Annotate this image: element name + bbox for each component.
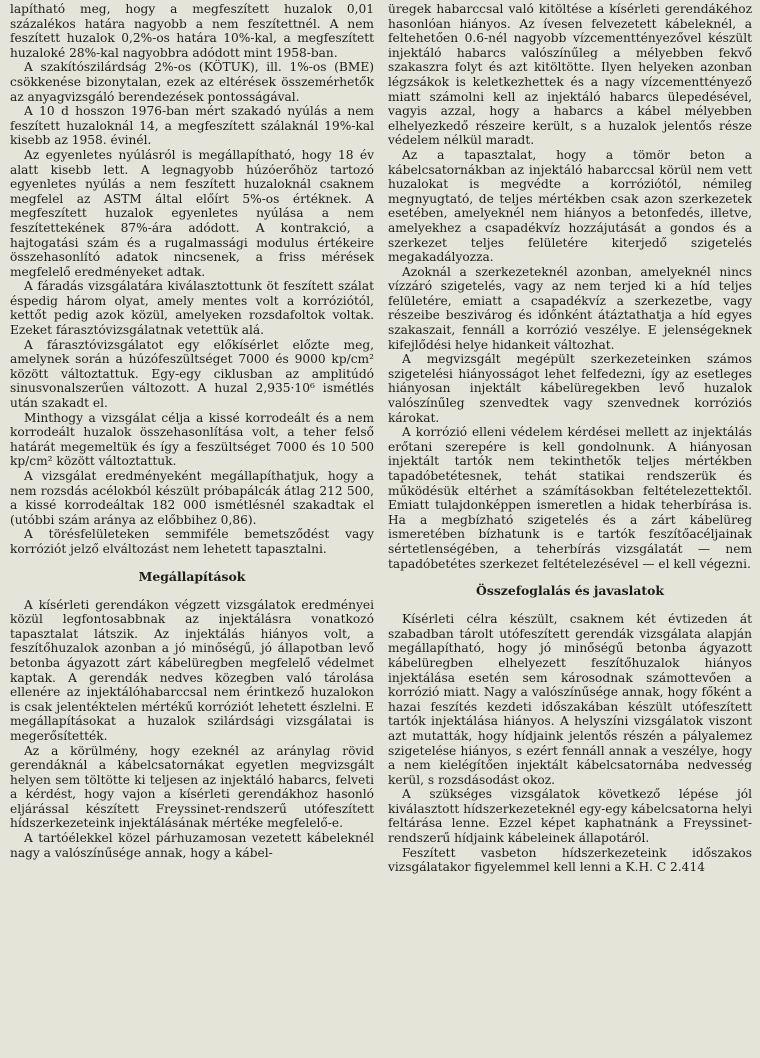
section-heading-findings: Megállapítások [138,568,246,584]
paragraph: A szükséges vizsgálatok következő lépése jól kiválasztott hídszerkezeteknél egy-egy kábelcsatorna helyi feltárása lenne. Ezzel képet kaphatnánk a Freyssinet-rendszerű hídjaink kábeleinek állapotáról. [388,787,752,846]
paragraph: A fáradás vizsgálatára kiválasztottunk öt feszített szálat éspedig három olyat, amely mentes volt a korróziótól, kettőt pedig azok közül, amelyeken rozsdafoltok voltak. Ezeket fárasztóvizsgálatnak vetettük alá. [10,279,374,338]
section-heading-summary: Összefoglalás és javaslatok [476,583,664,599]
paragraph: Az a tapasztalat, hogy a tömör beton a kábelcsatornákban az injektáló habarccsal körül nem vett huzalokat is megvédte a korróziótól, némileg megnyugtató, de teljes mértékben csak azon szerkezetek esetében, amelyeknél nem hiányos a betonfedés, illetve, amelyekhez a csapadékvíz hozzájutását a gondos és a szerkezet teljes felületére kiterjedő szigetelés megakadályozza. [388,147,752,265]
paragraph: A kísérleti gerendákon végzett vizsgálatok eredményei közül legfontosabbnak az injektálásra vonatkozó tapasztalat látszik. Az injektálás hiányos volt, a feszítőhuzalok azonban a jó minőségű, jó állapotban levő betonba ágyazott zárt kábelüregben megfelelő védelmet kaptak. A gerendák nedves közegben való tárolása ellenére az injektálóhabarccsal nem érintkező huzalokon is csak jelentéktelen mértékű korróziót lehetett észlelni. E megállapításokat a huzalok szilárdsági vizsgálatai is megerősítették. [10,597,374,743]
paragraph: Az egyenletes nyúlásról is megállapítható, hogy 18 év alatt kisebb lett. A legnagyobb húzóerőhöz tartozó egyenletes nyúlás a nem feszített huzaloknál csaknem megfelel az ASTM által előírt 5%-os értéknek. A megfeszített huzalok egyenletes nyúlása a nem feszítettekének 87%-ára adódott. A kontrakció, a hajtogatási szám és a rugalmassági modulus értékeire összehasonlító adatok nincsenek, a friss mérések megfelelő eredményeket adtak. [10,147,374,279]
paragraph: A fárasztóvizsgálatot egy előkísérlet előzte meg, amelynek során a húzófeszültséget 7000 és 9000 kp/cm² között változtattuk. Egy-egy ciklusban az amplitúdó sinusvonalszerűen változott. A huzal 2,935·10⁶ ismétlés után szakadt el. [10,337,374,411]
left-column [10,2,374,875]
paragraph: üregek habarccsal való kitöltése a kísérleti gerendákéhoz hasonlóan hiányos. Az ívesen felvezetett kábeleknél, a feltehetően 0.6-nél nagyobb vízcementtényezővel készült injektáló habarcs valószínűleg a mélyebben fekvő szakaszra folyt és azt kitöltötte. Ilyen helyeken azonban légzsákok is keletkezhettek és a nagy vízcementtényező miatt számolni kell az injektáló habarcs ülepedésével, vagyis azzal, hogy a habarcs a kábel mélyebben elhelyezkedő részeire került, s a huzalok jelentős része védelem nélkül maradt. [388,2,752,148]
two-column-body [10,2,752,875]
paragraph: lapítható meg, hogy a megfeszített huzalok 0,01 százalékos határa nagyobb a nem feszítettnél. A nem feszített huzalok 0,2%-os határa 10%-kal, a megfeszített huzaloké 28%-kal nagyobbra adódott mint 1958-ban. [10,2,374,60]
paragraph: A tartóélekkel közel párhuzamosan vezetett kábeleknél nagy a valószínűsége annak, hogy a kábel- [10,831,374,860]
paragraph: Azoknál a szerkezeteknél azonban, amelyeknél nincs vízzáró szigetelés, vagy az nem terjed ki a híd teljes felületére, emiatt a csapadékvíz a szerkezetbe, vagy részeibe beszivárog és időnként átáztathatja a híd egyes szakaszait, fennáll a korrózió veszélye. E jelenségeknek kifejlődési helye hidankeit változhat. [388,264,752,352]
paragraph: Kísérleti célra készült, csaknem két évtizeden át szabadban tárolt utófeszített gerendák vizsgálata alapján megállapítható, hogy jó minőségű betonba ágyazott kábelüregben elhelyezett feszítőhuzalok hiányos injektálása esetén sem károsodnak számottevően a korrózió miatt. Nagy a valószínűsége annak, hogy főként a hazai feszítés kezdeti időszakában készült utófeszített tartók injektálása hiányos. A helyszíni vizsgálatok viszont azt mutatták, hogy hídjaink jelentős részén a pályalemez szigetelése hiányos, s ezért fennáll annak a veszélye, hogy a nem kielégítően injektált kábelcsatornába nedvesség kerül, s rozsdásodást okoz. [388,612,752,787]
paragraph: Minthogy a vizsgálat célja a kissé korrodeált és a nem korrodeált huzalok összehasonlítása volt, a teher felső határát megemeltük és így a feszültséget 7000 és 10 500 kp/cm² között változtattuk. [10,410,374,469]
paragraph: A vizsgálat eredményeként megállapíthatjuk, hogy a nem rozsdás acélokból készült próbapálcák átlag 212 500, a kissé korrodeáltak 182 000 ismétlésnél szakadtak el (utóbbi szám aránya az előbbihez 0,86). [10,469,374,527]
paragraph: Feszített vasbeton hídszerkezeteink időszakos vizsgálatakor figyelemmel kell lenni a K.H. C 2.414 [388,845,752,875]
paragraph: Az a körülmény, hogy ezeknél az aránylag rövid gerendáknál a kábelcsatornákat egyetlen megvizsgált helyen sem töltötte ki teljesen az injektáló habarcs, felveti a kérdést, hogy vajon a kísérleti gerendákhoz hasonló eljárással készített Freyssinet-rendszerű utófeszített hídszerkezeteink injektálásának mértéke megfelelő-e. [10,743,374,831]
paragraph: A 10 d hosszon 1976-ban mért szakadó nyúlás a nem feszített huzaloknál 14, a megfeszített szálaknál 19%-kal kisebb az 1958. évinél. [10,104,374,148]
right-column [388,2,752,875]
paragraph: A szakítószilárdság 2%-os (KÖTUK), ill. 1%-os (BME) csökkenése bizonytalan, ezek az eltérések összemérhetők az anyagvizsgáló berendezések pontosságával. [10,60,374,104]
paragraph: A törésfelületeken semmiféle bemetsződést vagy korróziót jelző elváltozást nem lehetett tapasztalni. [10,527,374,556]
paragraph: A megvizsgált megépült szerkezeteinken számos szigetelési hiányosságot lehet felfedezni, így az esetleges hiányosan injektált kábelüregekben levő huzalok valószínűleg szenvedtek vagy szenvednek korróziós károkat. [388,352,752,425]
paragraph: A korrózió elleni védelem kérdései mellett az injektálás erőtani szerepére is kell gondolnunk. A hiányosan injektált tartók nem tekinthetők teljes mértékben tapadóbetétesnek, tehát statikai rendszerük és működésük eltérhet a számításokban feltételezettektől. Emiatt tulajdonképpen ismeretlen a hidak teherbírása is. Ha a megbízható szigetelés és a zárt kábelüreg ismeretében bízhatunk is e tartók feszítőacéljainak sértetlenségében, a teherbírás vizsgálatát — nem tapadóbetétes szerkezet feltételezésével — el kell végezni. [388,425,752,571]
